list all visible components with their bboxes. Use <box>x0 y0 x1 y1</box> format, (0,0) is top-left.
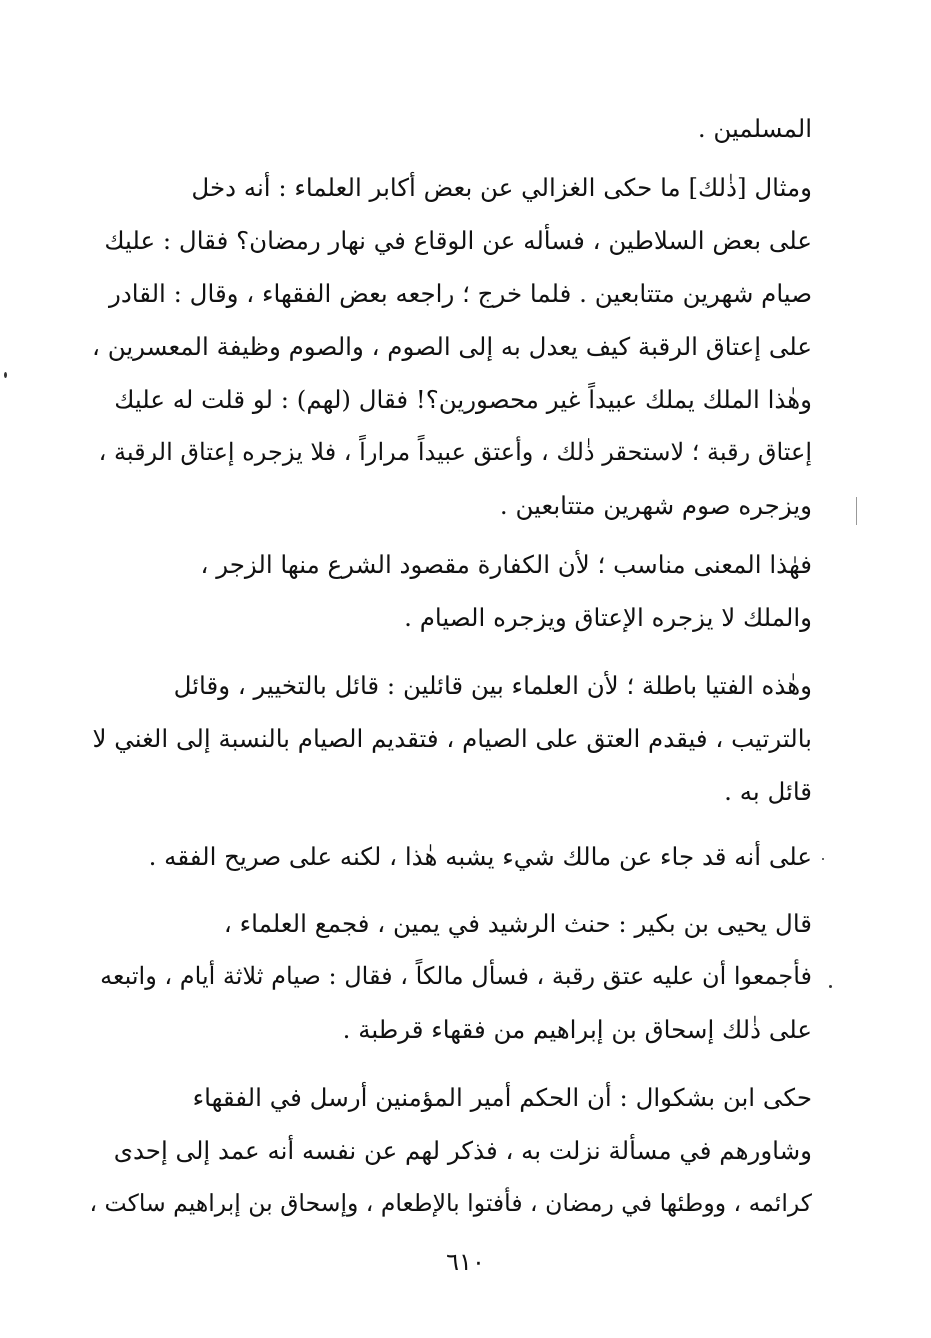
text-line: بالترتيب ، فيقدم العتق على الصيام ، فتقديم الصيام بالنسبة إلى الغني لا <box>92 724 812 753</box>
text-line: وهٰذه الفتيا باطلة ؛ لأن العلماء بين قائلين : قائل بالتخيير ، وقائل <box>173 671 812 700</box>
text-line: على إعتاق الرقبة كيف يعدل به إلى الصوم ، والصوم وظيفة المعسرين ، <box>92 332 812 361</box>
text-line: وشاورهم في مسألة نزلت به ، فذكر لهم عن نفسه أنه عمد إلى إحدى <box>113 1136 812 1165</box>
paragraph-yahya <box>90 897 812 1056</box>
paragraph-fatwa-invalid <box>90 659 812 818</box>
text-line: فأجمعوا أن عليه عتق رقبة ، فسأل مالكاً ، فقال : صيام ثلاثة أيام ، واتبعه <box>100 962 812 990</box>
paragraph-meaning <box>90 538 812 644</box>
scan-speck <box>829 985 832 988</box>
text-line: إعتاق رقبة ؛ لاستحقر ذٰلك ، وأعتق عبيداً مراراً ، فلا يزجره إعتاق الرقبة ، <box>98 438 812 466</box>
text-line: قائل به . <box>724 777 812 806</box>
text-line: على أنه قد جاء عن مالك شيء يشبه هٰذا ، لكنه على صريح الفقه . <box>148 842 812 871</box>
text-line: وهٰذا الملك يملك عبيداً غير محصورين؟! فقال (لهم) : لو قلت له عليك <box>114 385 812 414</box>
page-number: ٦١٠ <box>446 1248 485 1276</box>
paragraph-bashkuwal <box>90 1071 812 1230</box>
paragraph-malik <box>90 830 812 883</box>
paragraph-continuation <box>90 102 812 155</box>
text-line: كرائمه ، ووطئها في رمضان ، فأفتوا بالإطعام ، وإسحاق بن إبراهيم ساكت ، <box>90 1189 812 1217</box>
text-line: ومثال [ذٰلك] ما حكى الغزالي عن بعض أكابر العلماء : أنه دخل <box>191 173 812 202</box>
scan-speck <box>822 858 824 860</box>
text-line: المسلمين . <box>697 114 812 143</box>
scan-speck <box>4 372 7 378</box>
text-line: حكى ابن بشكوال : أن الحكم أمير المؤمنين أرسل في الفقهاء <box>192 1083 812 1112</box>
paragraph-ghazali-example <box>90 161 812 532</box>
scan-speck <box>856 497 857 525</box>
text-line: ويزجره صوم شهرين متتابعين . <box>499 491 812 520</box>
text-line: على ذٰلك إسحاق بن إبراهيم من فقهاء قرطبة . <box>342 1015 812 1044</box>
text-line: صيام شهرين متتابعين . فلما خرج ؛ راجعه بعض الفقهاء ، وقال : القادر <box>108 279 812 308</box>
text-line: قال يحيى بن بكير : حنث الرشيد في يمين ، فجمع العلماء ، <box>223 909 812 938</box>
text-line: والملك لا يزجره الإعتاق ويزجره الصيام . <box>404 603 812 632</box>
text-line: على بعض السلاطين ، فسأله عن الوقاع في نهار رمضان؟ فقال : عليك <box>104 226 812 255</box>
text-line: فهٰذا المعنى مناسب ؛ لأن الكفارة مقصود الشرع منها الزجر ، <box>200 550 812 579</box>
